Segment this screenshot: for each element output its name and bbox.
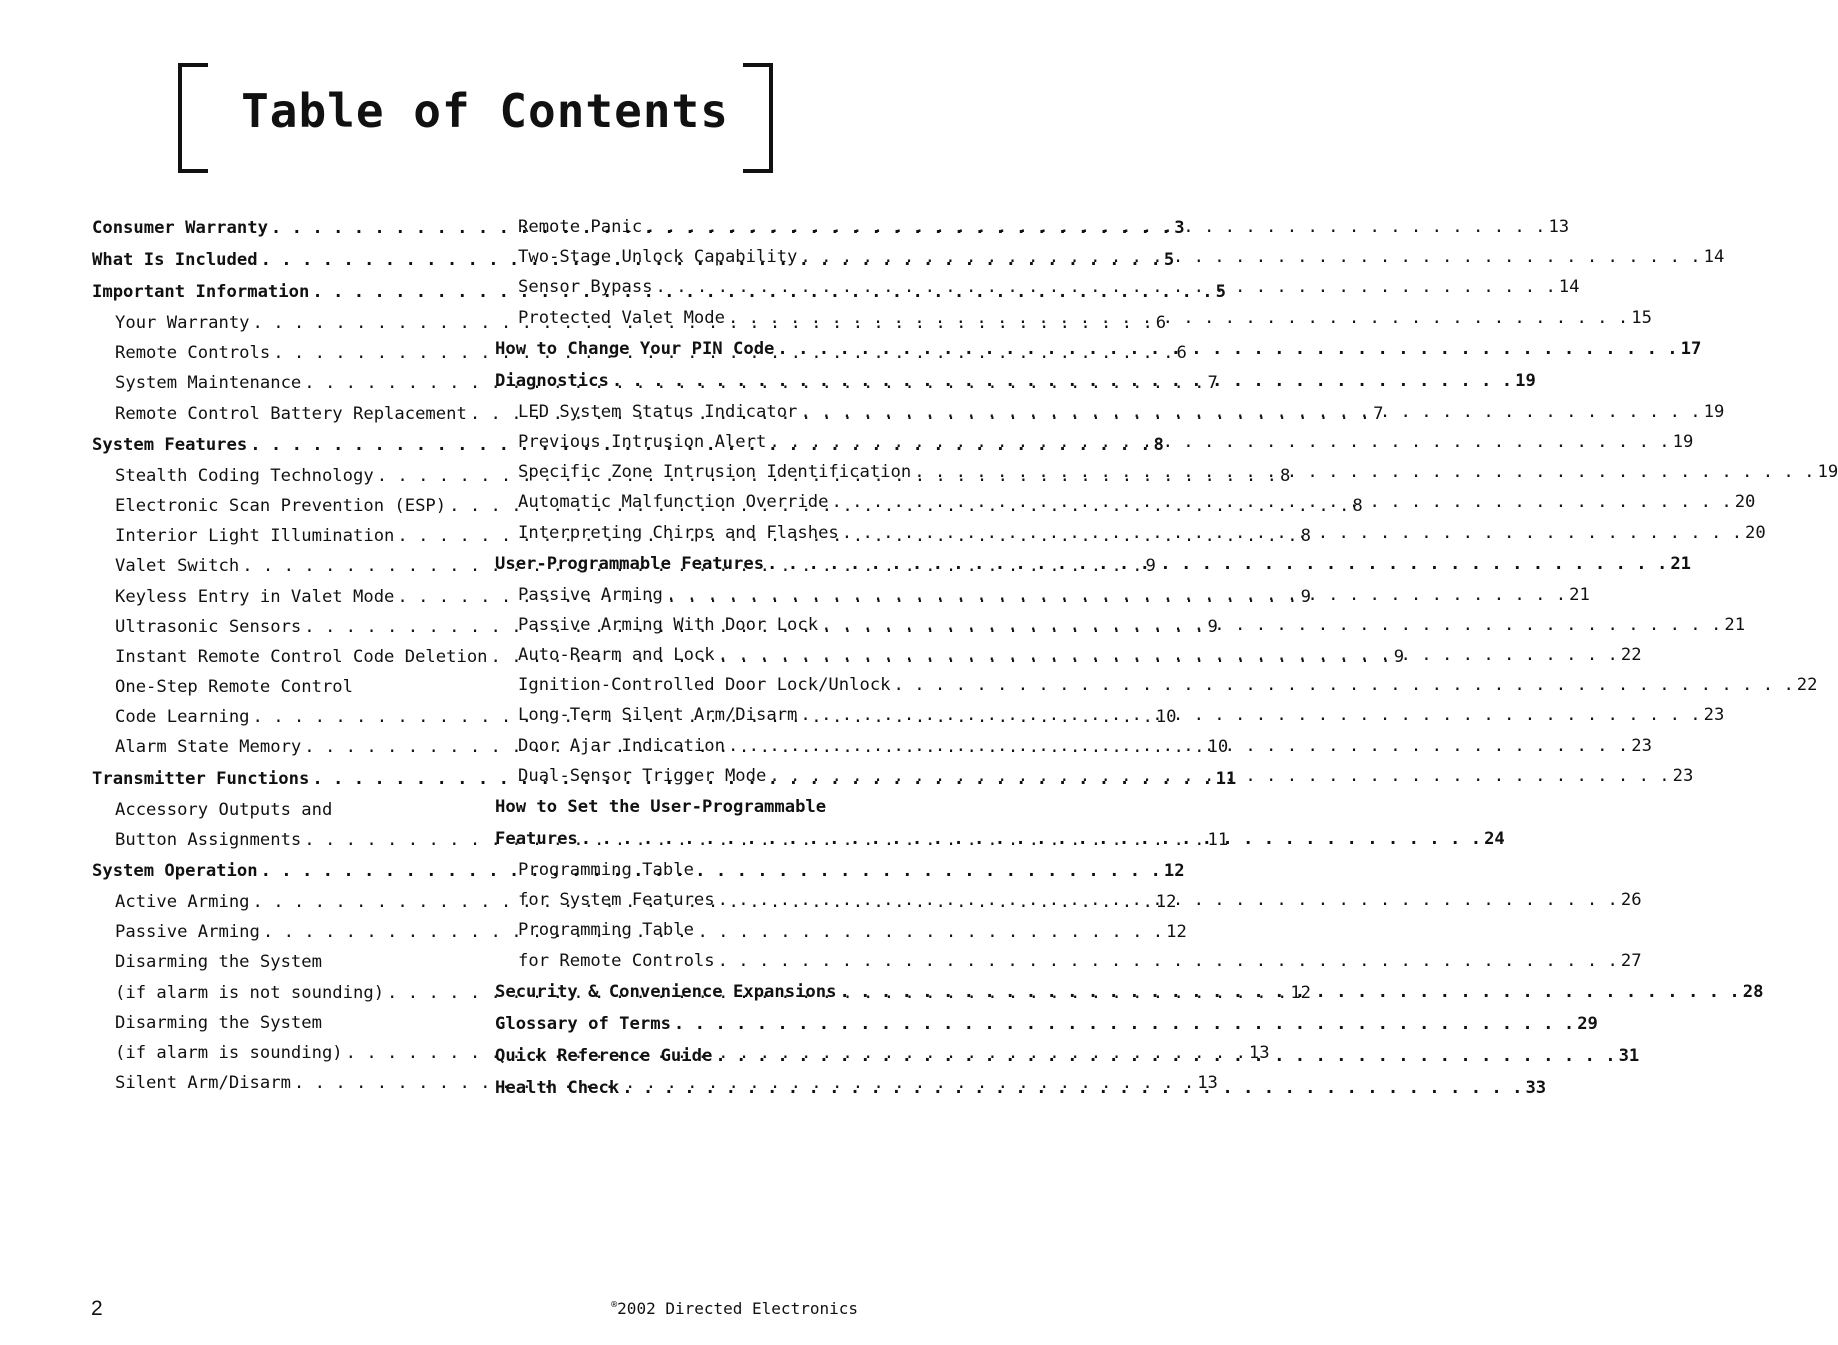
toc-entry-page: 9	[1145, 556, 1156, 577]
toc-entry-label: for Remote Controls	[518, 950, 715, 971]
toc-entry-page: 10	[1207, 737, 1229, 758]
toc-leader-dots	[663, 580, 1569, 610]
toc-entry[interactable]	[495, 518, 1766, 548]
toc-entry-page: 6	[1155, 313, 1167, 333]
toc-leader-dots	[911, 457, 1817, 487]
toc-entry-page: 19	[1672, 431, 1694, 452]
toc-entry-label: Consumer Warranty	[92, 218, 268, 238]
toc-entry[interactable]	[495, 333, 1702, 365]
toc-entry-label: Interior Light Illumination	[115, 526, 395, 547]
toc-leader-dots	[797, 700, 1703, 730]
toc-entry-label: Interpreting Chirps and Flashes	[518, 522, 839, 543]
toc-entry[interactable]	[495, 487, 1756, 517]
toc-entry-page: 9	[1300, 586, 1312, 607]
toc-entry-page: 23	[1631, 735, 1652, 756]
toc-entry-label: Long-Term Silent Arm/Disarm	[518, 705, 798, 726]
toc-entry-label: System Maintenance	[115, 373, 302, 394]
toc-entry-label: Glossary of Terms	[495, 1013, 671, 1034]
toc-entry-page: 21	[1670, 553, 1692, 574]
toc-entry-label: How to Set the User-Programmable	[495, 797, 827, 817]
toc-entry-page: 26	[1620, 890, 1642, 911]
toc-entry-label: Active Arming	[115, 892, 250, 912]
toc-entry[interactable]	[92, 947, 452, 977]
toc-entry[interactable]	[495, 640, 1642, 670]
toc-entry-label: Your Warranty	[115, 313, 250, 333]
toc-entry[interactable]	[495, 457, 1838, 487]
toc-entry-label: Important Information	[92, 282, 310, 302]
copyright-text: 2002 Directed Electronics	[617, 1299, 858, 1318]
toc-entry-page: 8	[1279, 465, 1291, 486]
toc-entry-label: LED System Status Indicator	[518, 401, 798, 422]
toc-entry-page: 19	[1515, 370, 1536, 391]
toc-leader-dots	[766, 427, 1672, 457]
toc-entry-page: 21	[1724, 614, 1746, 635]
toc-leader-dots	[578, 823, 1484, 855]
toc-leader-dots	[774, 333, 1680, 365]
toc-leader-dots	[715, 946, 1621, 976]
toc-entry-label: Protected Valet Mode	[518, 307, 725, 328]
toc-leader-dots	[891, 670, 1797, 700]
toc-entry-label: Alarm State Memory	[115, 737, 302, 758]
toc-entry-page: 10	[1155, 707, 1177, 728]
toc-entry-page: 23	[1672, 765, 1694, 786]
toc-entry-label: One-Step Remote Control	[115, 677, 353, 698]
page-title: Table of Contents	[241, 84, 729, 138]
toc-entry-page: 24	[1484, 829, 1505, 849]
toc-entry[interactable]	[495, 303, 1652, 333]
page-number: 2	[91, 1297, 103, 1320]
toc-entry-page: 20	[1734, 492, 1756, 513]
toc-entry-page: 7	[1207, 373, 1218, 394]
toc-entry[interactable]	[92, 672, 452, 702]
toc-entry-label: Ultrasonic Sensors	[115, 616, 302, 637]
toc-entry-page: 22	[1796, 675, 1818, 696]
toc-entry-page: 9	[1393, 646, 1405, 667]
toc-entry[interactable]	[92, 1008, 452, 1038]
toc-entry-page: 7	[1373, 403, 1384, 424]
copyright-notice	[611, 1299, 858, 1318]
toc-entry-page: 21	[1569, 584, 1590, 605]
toc-entry[interactable]	[495, 670, 1818, 700]
toc-leader-dots	[828, 487, 1734, 517]
toc-entry-page: 11	[1207, 829, 1229, 850]
toc-entry-label: System Features	[92, 434, 248, 455]
toc-entry-page: 13	[1548, 217, 1570, 237]
toc-entry-label: Stealth Coding Technology	[115, 465, 374, 486]
toc-entry[interactable]	[495, 1008, 1598, 1040]
toc-entry-page: 12	[1163, 861, 1185, 881]
toc-entry-label: Remote Controls	[115, 343, 271, 364]
toc-entry-page: 13	[1248, 1042, 1270, 1063]
toc-entry-label: Keyless Entry in Valet Mode	[115, 586, 395, 607]
toc-entry-page: 11	[1215, 768, 1237, 789]
toc-entry-page: 8	[1300, 526, 1312, 547]
toc-leader-dots	[818, 610, 1724, 640]
toc-entry[interactable]	[495, 610, 1746, 640]
toc-entry-label: Automatic Malfunction Override	[518, 492, 829, 513]
toc-entry[interactable]	[495, 427, 1694, 457]
toc-entry[interactable]	[495, 212, 1570, 242]
toc-entry-label: Health Check	[495, 1077, 620, 1098]
toc-entry-page: 8	[1153, 434, 1164, 455]
toc-entry-page: 3	[1174, 218, 1185, 238]
toc-entry-page: 28	[1742, 981, 1764, 1002]
toc-entry-label: Sensor Bypass	[518, 277, 653, 298]
toc-entry[interactable]	[92, 795, 452, 825]
toc-entry-label: Code Learning	[115, 707, 250, 728]
toc-entry-label: Valet Switch	[115, 556, 240, 577]
toc-entry-label: How to Change Your PIN Code	[495, 338, 775, 359]
toc-entry-page: 14	[1558, 277, 1580, 298]
toc-entry-label: Passive Arming	[115, 922, 260, 943]
toc-entry-label: Previous Intrusion Alert	[518, 431, 767, 452]
toc-entry-page: 31	[1618, 1045, 1640, 1066]
toc-entry[interactable]	[495, 855, 855, 885]
toc-entry[interactable]	[495, 791, 855, 823]
registered-mark: ®	[611, 1299, 618, 1311]
toc-entry-page: 17	[1680, 338, 1702, 359]
toc-entry-label: Button Assignments	[115, 829, 302, 850]
toc-entry-label: Passive Arming With Door Lock	[518, 614, 819, 635]
toc-entry-label: Two-Stage Unlock Capability	[518, 247, 798, 268]
toc-entry-page: 27	[1620, 950, 1642, 971]
toc-leader-dots	[839, 518, 1745, 548]
toc-entry-label: Programming Table	[518, 920, 694, 941]
toc-entry[interactable]	[495, 580, 1590, 610]
toc-leader-dots	[797, 242, 1703, 272]
toc-entry-page: 20	[1745, 522, 1766, 543]
toc-entry-label: for System Features	[518, 890, 715, 911]
toc-entry-label: System Operation	[92, 861, 258, 881]
toc-entry-label: User-Programmable Features	[495, 553, 765, 574]
toc-entry-page: 23	[1703, 705, 1725, 726]
toc-entry-page: 22	[1620, 645, 1642, 666]
toc-leader-dots	[712, 1040, 1618, 1072]
toc-entry-label: Security & Convenience Expansions	[495, 981, 837, 1002]
toc-entry-page: 6	[1176, 343, 1187, 364]
toc-entry[interactable]	[495, 548, 1692, 580]
toc-leader-dots	[715, 640, 1621, 670]
toc-entry-label: Accessory Outputs and	[115, 799, 333, 820]
toc-entry-label: Transmitter Functions	[92, 768, 310, 789]
toc-entry[interactable]	[495, 946, 1642, 976]
toc-entry-label: Door Ajar Indication	[518, 735, 725, 756]
toc-entry[interactable]	[495, 397, 1725, 427]
toc-entry-label: Specific Zone Intrusion Identification	[518, 462, 912, 483]
toc-entry-page: 12	[1155, 892, 1177, 912]
toc-entry-label: Disarming the System	[115, 1012, 322, 1033]
toc-leader-dots	[653, 272, 1559, 302]
toc-entry-label: Disarming the System	[115, 952, 322, 973]
toc-leader-dots	[609, 365, 1515, 397]
toc-leader-dots	[725, 303, 1631, 333]
toc-entry-label: Quick Reference Guide	[495, 1045, 713, 1066]
toc-entry[interactable]	[495, 915, 855, 945]
toc-leader-dots	[764, 548, 1670, 580]
toc-leader-dots	[619, 1072, 1525, 1104]
toc-leader-dots	[766, 761, 1672, 791]
toc-entry-page: 19	[1817, 462, 1838, 483]
toc-entry-label: Remote Control Battery Replacement	[115, 403, 467, 424]
toc-entry-label: Programming Table	[518, 860, 694, 880]
toc-entry-label: Dual-Sensor Trigger Mode	[518, 765, 767, 786]
toc-entry-page: 13	[1197, 1073, 1218, 1094]
toc-leader-dots	[671, 1008, 1577, 1040]
toc-entry-label: Electronic Scan Prevention (ESP)	[115, 495, 447, 516]
toc-entry[interactable]	[495, 272, 1580, 302]
toc-entry-label: Auto-Rearm and Lock	[518, 645, 715, 666]
toc-entry-label: Instant Remote Control Code Deletion	[115, 646, 488, 667]
toc-entry-page: 5	[1215, 282, 1226, 302]
toc-entry-page: 9	[1207, 616, 1218, 637]
toc-entry-label: (if alarm is sounding)	[115, 1042, 343, 1063]
toc-entry-label: Ignition-Controlled Door Lock/Unlock	[518, 675, 891, 696]
toc-entry-page: 14	[1703, 247, 1725, 268]
toc-leader-dots	[642, 212, 1548, 242]
toc-entry-label: Diagnostics	[495, 370, 609, 391]
toc-entry-label: What Is Included	[92, 250, 258, 270]
toc-entry-page: 15	[1631, 307, 1652, 328]
toc-entry-label: Silent Arm/Disarm	[115, 1073, 291, 1094]
toc-leader-dots	[836, 976, 1742, 1008]
toc-entry-page: 29	[1577, 1013, 1598, 1034]
toc-leader-dots	[725, 731, 1631, 761]
toc-entry-label: Features	[495, 829, 578, 849]
toc-entry-page: 33	[1525, 1077, 1547, 1098]
toc-entry-page: 12	[1290, 982, 1312, 1003]
toc-entry-page: 8	[1352, 495, 1363, 516]
toc-entry-page: 19	[1703, 401, 1725, 422]
toc-leader-dots	[715, 885, 1621, 915]
toc-entry-label: Passive Arming	[518, 584, 663, 605]
toc-entry-label: Remote Panic	[518, 217, 643, 237]
toc-entry[interactable]	[495, 242, 1725, 272]
toc-entry-label: (if alarm is not sounding)	[115, 982, 385, 1003]
toc-leader-dots	[797, 397, 1703, 427]
toc-entry-page: 5	[1163, 250, 1175, 270]
toc-entry[interactable]	[495, 365, 1536, 397]
toc-entry-page: 12	[1166, 922, 1187, 943]
